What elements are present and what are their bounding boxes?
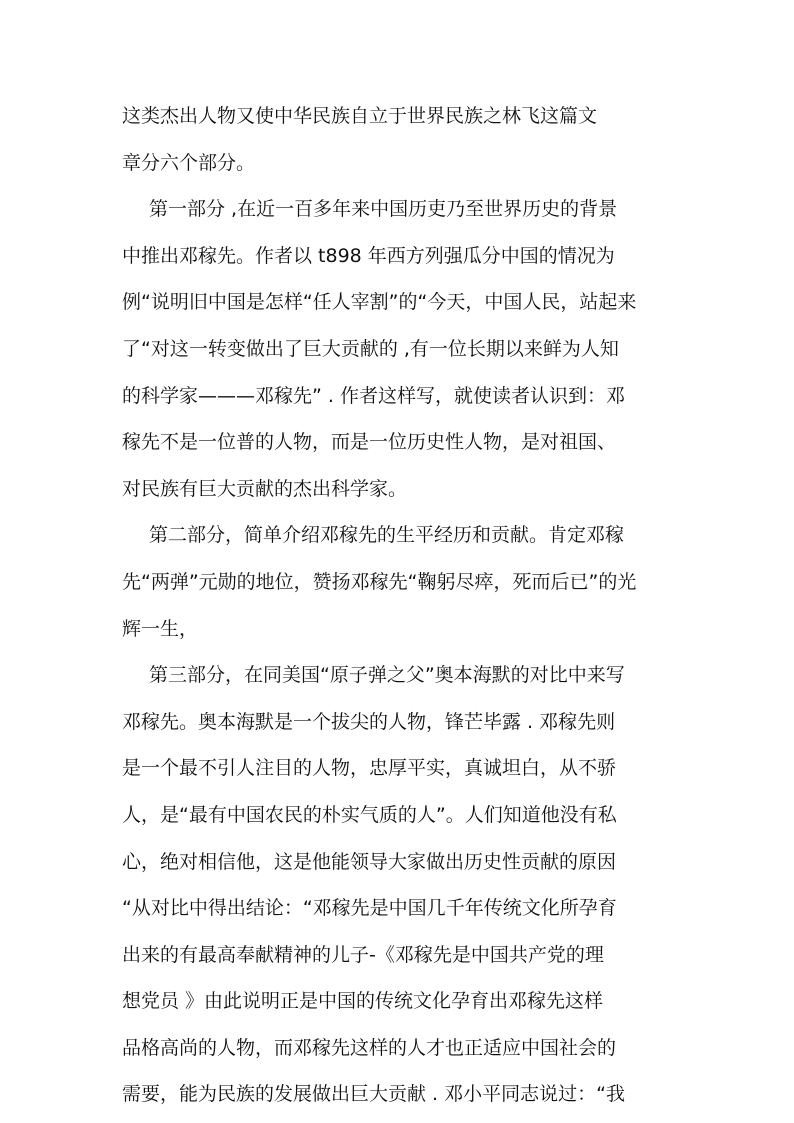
- text-line: 第一部分 ,在近一百多年来中国历吏乃至世界历史的背景: [149, 198, 618, 221]
- text-line: 人，是“最有中国农民的朴实气质的人”。人们知道他没有私: [122, 803, 617, 826]
- text-line: 例“说明旧中国是怎样“任人宰割”的“今天，中国人民，站起来: [122, 291, 637, 314]
- text-line: 稼先不是一位普的人物，而是一位历史性人物，是对祖国、: [122, 431, 617, 454]
- text-line: 章分六个部分。: [122, 151, 256, 174]
- text-line: 心，绝对相信他，这是他能领导大家做出历史性贡献的原因: [122, 850, 617, 873]
- text-line: 了“对这一转变做出了巨大贡献的 ,有一位长期以来鲜为人知: [122, 337, 619, 360]
- text-line: “从对比中得出结论：“邓稼先是中国几千年传统文化所孕育: [122, 897, 617, 920]
- text-line: 想党员 》由此说明正是中国的传统文化孕育出邓稼先这样: [122, 990, 604, 1013]
- text-line: 对民族有巨大贡献的杰出科学家。: [122, 477, 408, 500]
- text-line: 第二部分，简单介绍邓稼先的生平经历和贡献。肯定邓稼: [149, 524, 625, 547]
- text-line: 是一个最不引人注目的人物，忠厚平实，真诚坦白，从不骄: [122, 757, 617, 780]
- text-line: 中推出邓稼先。作者以 t898 年西方列强瓜分中国的情况为: [122, 244, 615, 267]
- text-line: 邓稼先。奥本海默是一个拔尖的人物，锋芒毕露 . 邓稼先则: [122, 710, 616, 733]
- text-line: 出来的有最高奉献精神的儿子-《邓稼先是中国共产党的理: [122, 943, 604, 966]
- text-line: 第三部分，在同美国“原子弹之父”奥本海默的对比中来写: [149, 664, 625, 687]
- text-line: 辉一生，: [122, 617, 199, 640]
- text-line: 的科学家———邓稼先” . 作者这样写，就使读者认识到：邓: [122, 384, 625, 407]
- text-line: 这类杰出人物又使中华民族自立于世界民族之林飞这篇文: [122, 105, 598, 127]
- text-line: 需要，能为民族的发展做出巨大贡献 . 邓小平同志说过：“我: [122, 1083, 625, 1106]
- document-body: [122, 93, 682, 1118]
- text-line: 先“两弹”元勋的地位，赞扬邓稼先“鞠躬尽瘁，死而后已”的光: [122, 570, 637, 593]
- text-line: 品格高尚的人物，而邓稼先这样的人才也正适应中国社会的: [122, 1036, 617, 1059]
